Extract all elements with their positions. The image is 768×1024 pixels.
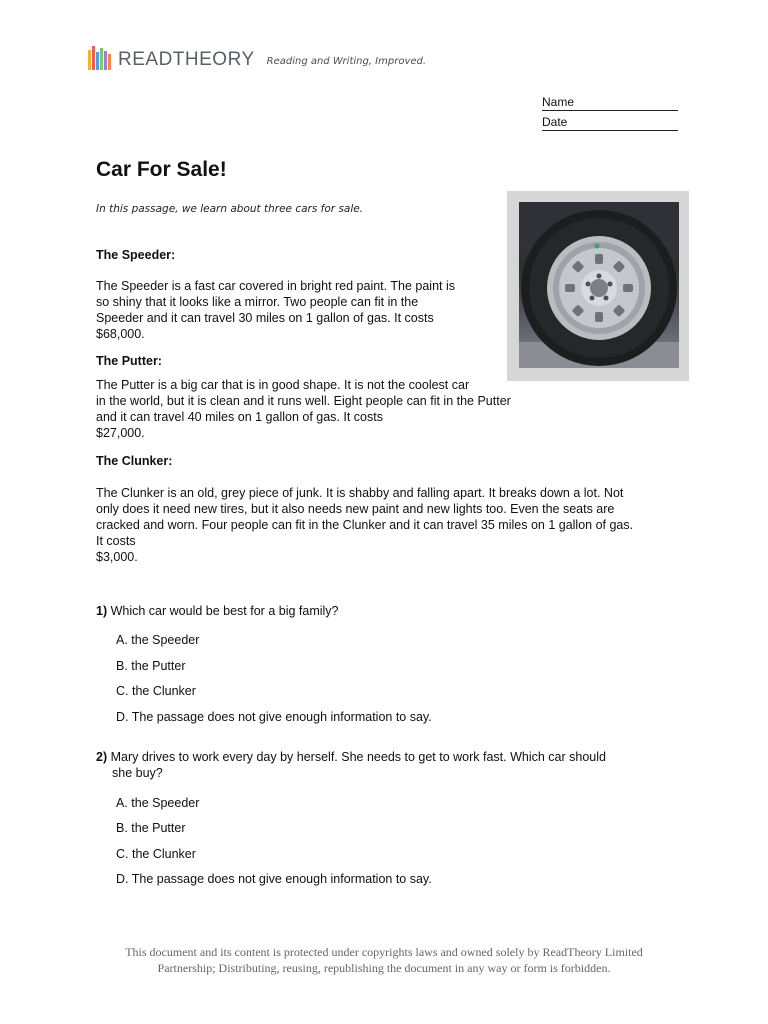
section-heading-clunker: The Clunker: <box>96 454 173 468</box>
text-line: and it can travel 40 miles on 1 gallon of gas. It costs <box>96 410 383 424</box>
q1-option-a[interactable]: A. the Speeder <box>116 633 200 647</box>
name-label: Name <box>542 95 575 109</box>
text-line: cracked and worn. Four people can fit in the Clunker and it can travel 35 miles on 1 gallon of gas. <box>96 518 634 532</box>
readtheory-logo <box>88 46 426 70</box>
q2-option-a[interactable]: A. the Speeder <box>116 796 200 810</box>
question-text: Mary drives to work every day by herself. She needs to get to work fast. Which car should <box>110 750 606 764</box>
book-6 <box>108 54 111 70</box>
q2-option-c[interactable]: C. the Clunker <box>116 847 196 861</box>
book-4 <box>100 48 103 70</box>
question-text: Which car would be best for a big family? <box>110 604 339 618</box>
section-heading-putter: The Putter: <box>96 354 162 368</box>
text-line: $68,000. <box>96 327 145 341</box>
section-text-clunker <box>96 485 633 565</box>
q1-option-c[interactable]: C. the Clunker <box>116 684 196 698</box>
text-line: $3,000. <box>96 550 138 564</box>
tire-wheel-icon <box>519 202 679 368</box>
text-line: only does it need new tires, but it also needs new paint and new lights too. Even the seats are <box>96 502 615 516</box>
books-logo-icon <box>88 46 110 70</box>
date-field[interactable] <box>542 115 678 131</box>
book-2 <box>92 46 95 70</box>
tire-photo <box>519 202 679 368</box>
book-1 <box>88 50 91 70</box>
text-line: in the world, but it is clean and it runs well. Eight people can fit in the Putter <box>96 394 511 408</box>
question-2 <box>96 749 606 781</box>
text-line: so shiny that it looks like a mirror. Two people can fit in the <box>96 295 419 309</box>
section-text-putter <box>96 377 511 441</box>
text-line: The Putter is a big car that is in good shape. It is not the coolest car <box>96 378 470 392</box>
question-number: 2) <box>96 750 108 764</box>
text-line: $27,000. <box>96 426 145 440</box>
date-label: Date <box>542 115 568 129</box>
text-line: The Clunker is an old, grey piece of junk. It is shabby and falling apart. It breaks down a lot. Not <box>96 486 624 500</box>
question-number: 1) <box>96 604 108 618</box>
q2-option-b[interactable]: B. the Putter <box>116 821 186 835</box>
question-1 <box>96 603 339 619</box>
q2-option-d[interactable]: D. The passage does not give enough information to say. <box>116 872 432 886</box>
name-field[interactable] <box>542 95 678 111</box>
book-3 <box>96 52 99 70</box>
copyright-footer <box>60 944 708 976</box>
tire-photo-frame <box>507 191 689 381</box>
footer-line: This document and its content is protected under copyrights laws and owned solely by ReadTheory Limited <box>125 945 643 959</box>
section-heading-speeder: The Speeder: <box>96 248 176 262</box>
q1-option-d[interactable]: D. The passage does not give enough information to say. <box>116 710 432 724</box>
footer-line: Partnership; Distributing, reusing, republishing the document in any way or form is forbidden. <box>157 961 611 975</box>
text-line: Speeder and it can travel 30 miles on 1 gallon of gas. It costs <box>96 311 434 325</box>
passage-intro: In this passage, we learn about three cars for sale. <box>96 203 364 215</box>
text-line: The Speeder is a fast car covered in bright red paint. The paint is <box>96 279 455 293</box>
question-text-cont: she buy? <box>112 766 163 780</box>
text-line: It costs <box>96 534 136 548</box>
brand-tagline: Reading and Writing, Improved. <box>266 56 427 67</box>
q1-option-b[interactable]: B. the Putter <box>116 659 186 673</box>
brand-name: READTHEORY <box>118 49 255 70</box>
page-title: Car For Sale! <box>96 158 227 181</box>
book-5 <box>104 51 107 70</box>
section-text-speeder <box>96 278 455 342</box>
